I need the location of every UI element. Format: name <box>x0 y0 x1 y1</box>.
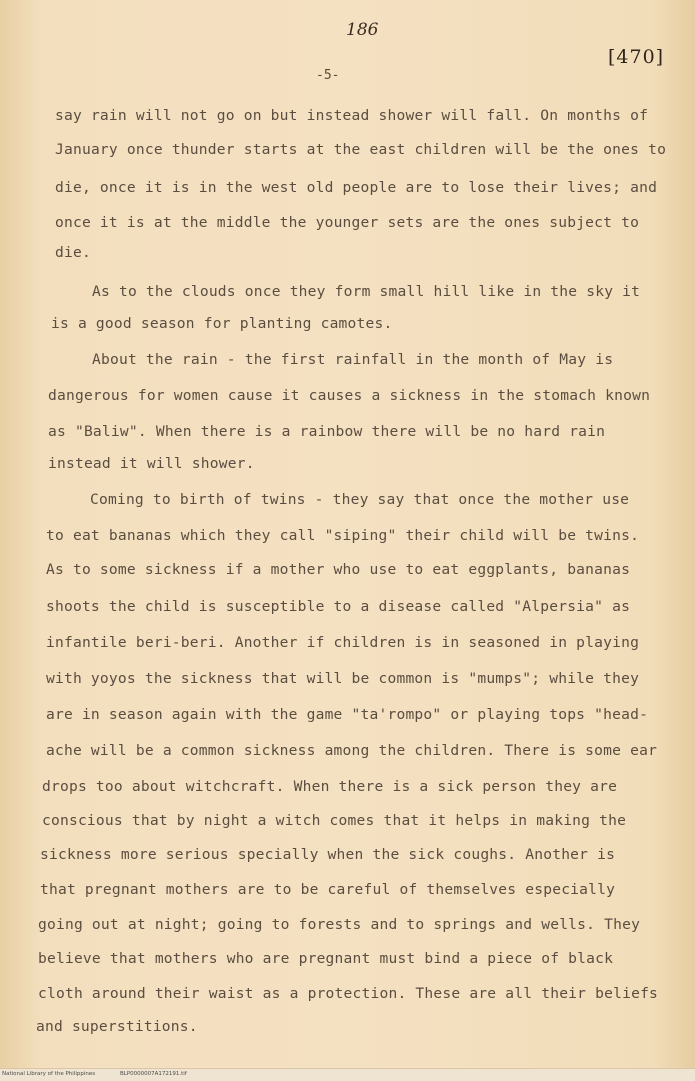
text-line: sickness more serious specially when the sick coughs. Another is <box>40 846 616 863</box>
text-line: as "Baliw". When there is a rainbow there will be no hard rain <box>48 423 606 440</box>
text-line: conscious that by night a witch comes that it helps in making the <box>42 812 627 829</box>
text-line: to eat bananas which they call "siping" their child will be twins. <box>46 527 640 544</box>
footer-library: National Library of the Philippines <box>2 1071 96 1077</box>
text-line: with yoyos the sickness that will be common is "mumps"; while they <box>46 670 640 687</box>
text-line: dangerous for women cause it causes a sickness in the stomach known <box>48 387 651 404</box>
text-line: infantile beri-beri. Another if children is in seasoned in playing <box>46 634 640 651</box>
catalog-number: [470] <box>608 46 665 68</box>
text-line: die, once it is in the west old people are to lose their lives; and <box>55 179 658 196</box>
text-line: once it is at the middle the younger sets are the ones subject to <box>55 214 640 231</box>
text-line: cloth around their waist as a protection. These are all their beliefs <box>38 985 659 1002</box>
footer-file: BLP0000007A172191.tif <box>120 1071 187 1077</box>
text-line: going out at night; going to forests and to springs and wells. They <box>38 916 641 933</box>
text-line: believe that mothers who are pregnant must bind a piece of black <box>38 950 614 967</box>
text-line: January once thunder starts at the east children will be the ones to <box>55 141 667 158</box>
text-line: die. <box>55 244 91 261</box>
text-line: that pregnant mothers are to be careful of themselves especially <box>40 881 616 898</box>
text-line: As to some sickness if a mother who use to eat eggplants, bananas <box>46 561 631 578</box>
text-line: are in season again with the game "ta'rompo" or playing tops "head- <box>46 706 649 723</box>
text-line: instead it will shower. <box>48 455 255 472</box>
footer-bar <box>0 1068 695 1081</box>
text-line: shoots the child is susceptible to a disease called "Alpersia" as <box>46 598 631 615</box>
text-line: and superstitions. <box>36 1018 198 1035</box>
text-line: About the rain - the first rainfall in the month of May is <box>92 351 614 368</box>
text-line: ache will be a common sickness among the children. There is some ear <box>46 742 658 759</box>
text-line: As to the clouds once they form small hill like in the sky it <box>92 283 641 300</box>
text-line: Coming to birth of twins - they say that once the mother use <box>90 491 630 508</box>
text-line: say rain will not go on but instead shower will fall. On months of <box>55 107 649 124</box>
text-line: is a good season for planting camotes. <box>51 315 393 332</box>
page-number: 186 <box>346 20 379 40</box>
text-line: drops too about witchcraft. When there is a sick person they are <box>42 778 618 795</box>
page-mark: -5- <box>316 68 340 83</box>
